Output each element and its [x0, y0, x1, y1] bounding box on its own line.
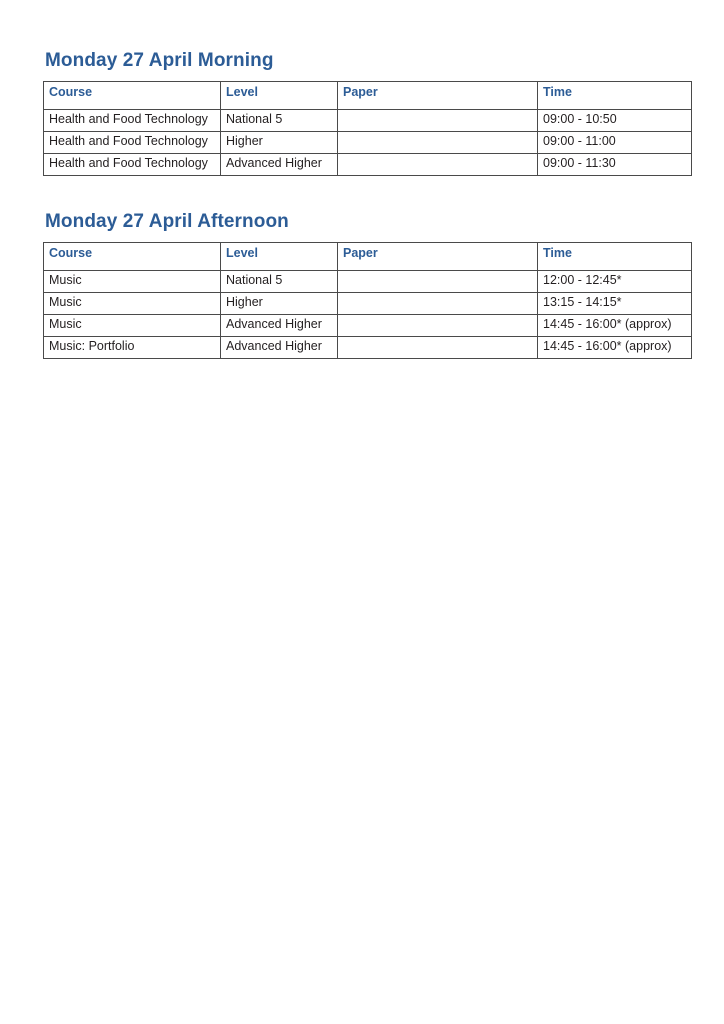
page-title-morning: Monday 27 April Morning: [45, 50, 274, 71]
table-row: [44, 337, 692, 359]
cell-paper: [338, 154, 538, 176]
cell-course: Music: [44, 293, 221, 315]
cell-time: 13:15 - 14:15*: [538, 293, 692, 315]
cell-time: 09:00 - 11:30: [538, 154, 692, 176]
cell-course: Music: Portfolio: [44, 337, 221, 359]
cell-level: Advanced Higher: [221, 337, 338, 359]
cell-course-text: Health and Food Technology: [49, 112, 208, 126]
table-row: [44, 132, 692, 154]
column-header-level: Level: [221, 243, 338, 271]
schedule-table-afternoon: [43, 242, 692, 359]
page-title-afternoon: Monday 27 April Afternoon: [45, 211, 289, 232]
table-header-row: [44, 243, 692, 271]
cell-course: [44, 110, 221, 132]
cell-level: Higher: [221, 132, 338, 154]
cell-level: Advanced Higher: [221, 315, 338, 337]
cell-course-text: Health and Food Technology: [49, 134, 208, 148]
cell-time: 09:00 - 11:00: [538, 132, 692, 154]
cell-course: [44, 154, 221, 176]
cell-paper: [338, 315, 538, 337]
table-row: [44, 154, 692, 176]
section-morning: [43, 50, 691, 176]
cell-time: 14:45 - 16:00* (approx): [538, 337, 692, 359]
cell-paper: [338, 132, 538, 154]
cell-course: [44, 132, 221, 154]
column-header-level: Level: [221, 82, 338, 110]
cell-course-text: Health and Food Technology: [49, 156, 208, 170]
cell-paper: [338, 110, 538, 132]
column-header-time: Time: [538, 243, 692, 271]
column-header-course: Course: [44, 243, 221, 271]
table-row: [44, 110, 692, 132]
cell-course: Music: [44, 271, 221, 293]
cell-course: Music: [44, 315, 221, 337]
cell-time: 14:45 - 16:00* (approx): [538, 315, 692, 337]
cell-level: National 5: [221, 271, 338, 293]
column-header-course: Course: [44, 82, 221, 110]
column-header-paper: Paper: [338, 243, 538, 271]
table-row: [44, 315, 692, 337]
cell-paper: [338, 271, 538, 293]
cell-level: National 5: [221, 110, 338, 132]
schedule-table-morning: [43, 81, 692, 176]
cell-time: 12:00 - 12:45*: [538, 271, 692, 293]
section-afternoon: [43, 211, 691, 359]
cell-paper: [338, 337, 538, 359]
cell-paper: [338, 293, 538, 315]
column-header-time: Time: [538, 82, 692, 110]
cell-time: 09:00 - 10:50: [538, 110, 692, 132]
cell-level: Higher: [221, 293, 338, 315]
column-header-paper: Paper: [338, 82, 538, 110]
cell-level: Advanced Higher: [221, 154, 338, 176]
table-row: [44, 293, 692, 315]
table-header-row: [44, 82, 692, 110]
table-row: [44, 271, 692, 293]
